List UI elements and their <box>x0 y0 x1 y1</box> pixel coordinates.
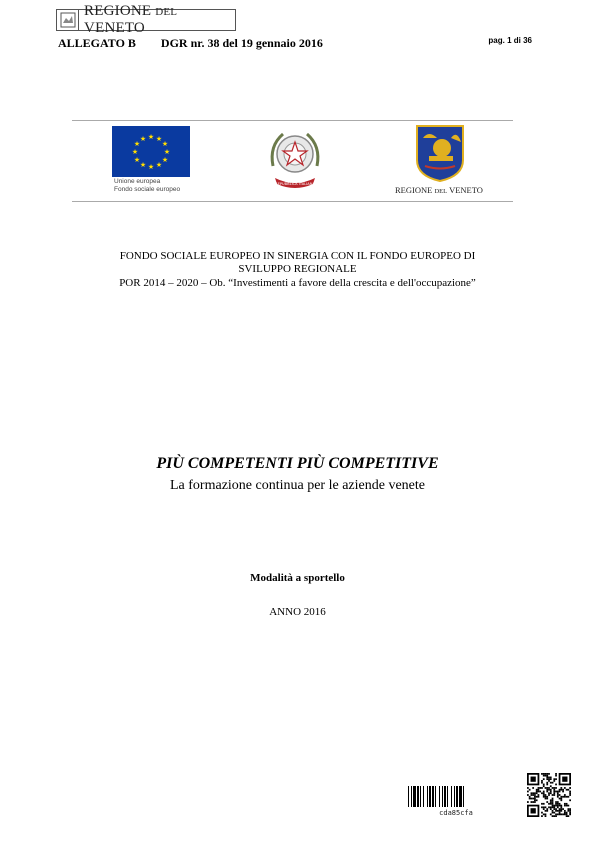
svg-text:★: ★ <box>155 161 163 169</box>
header-logo-text: REGIONE DEL VENETO <box>84 3 178 36</box>
svg-text:★: ★ <box>139 161 147 169</box>
veneto-caption: REGIONE DEL VENETO <box>395 185 483 195</box>
top-divider <box>72 120 513 121</box>
svg-text:★: ★ <box>147 163 155 171</box>
dgr-reference: DGR nr. 38 del 19 gennaio 2016 <box>160 36 323 50</box>
eu-flag-icon <box>112 126 190 177</box>
svg-text:★: ★ <box>163 148 171 156</box>
document-reference <box>58 36 345 51</box>
veneto-lion-shield-icon <box>415 124 465 182</box>
document-title: PIÙ COMPETENTI PIÙ COMPETITIVE <box>156 455 439 472</box>
svg-text:★: ★ <box>161 156 169 164</box>
svg-text:★: ★ <box>133 156 141 164</box>
svg-text:★: ★ <box>139 135 147 143</box>
year-label: ANNO 2016 <box>269 606 326 618</box>
barcode <box>408 786 504 807</box>
document-subtitle: La formazione continua per le aziende venete <box>170 478 425 493</box>
allegato-label: ALLEGATO B <box>58 36 136 50</box>
barcode-text: cda85cfa <box>439 809 473 817</box>
bottom-divider <box>72 201 513 202</box>
svg-text:REPUBBLICA ITALIANA: REPUBBLICA ITALIANA <box>275 182 315 186</box>
veneto-crest-icon <box>57 10 79 30</box>
por-line: POR 2014 – 2020 – Ob. “Investimenti a favore della crescita e dell'occupazione” <box>119 277 476 289</box>
eu-caption: Unione europea Fondo sociale europeo <box>114 178 181 193</box>
svg-text:★: ★ <box>131 148 139 156</box>
svg-text:★: ★ <box>155 135 163 143</box>
mode-label: Modalità a sportello <box>250 572 345 584</box>
svg-text:★: ★ <box>133 140 141 148</box>
fund-heading: FONDO SOCIALE EUROPEO IN SINERGIA CON IL FONDO EUROPEO DI SVILUPPO REGIONALE <box>119 250 476 275</box>
qr-code <box>527 773 571 817</box>
page-number: pag. 1 di 36 <box>488 36 532 45</box>
header-logo <box>56 3 236 36</box>
italian-republic-emblem-icon <box>265 126 325 194</box>
svg-text:★: ★ <box>161 140 169 148</box>
svg-text:★: ★ <box>147 133 155 141</box>
